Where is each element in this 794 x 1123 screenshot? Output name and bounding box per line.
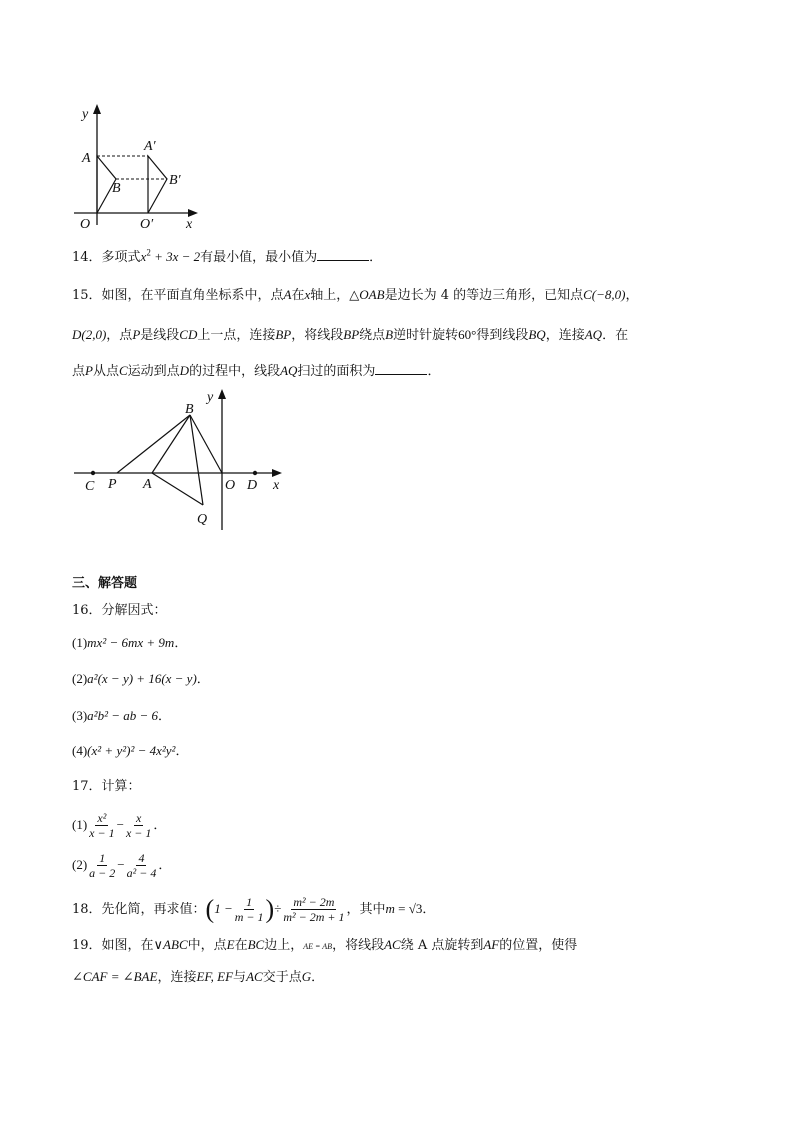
q15-text: ．: [427, 364, 441, 379]
q18-one-minus: 1 −: [214, 901, 233, 916]
q15-text: 的过程中，线段: [189, 364, 281, 379]
fig1-label-b: B: [112, 181, 121, 196]
q16-part-1: [72, 634, 187, 653]
q18-denominator-2: m² − 2m + 1: [283, 910, 345, 924]
fig1-label-y: y: [82, 107, 89, 122]
q16-p1-expr: mx² − 6mx + 9m: [87, 635, 175, 650]
q17-p2-fraction-1: [87, 851, 117, 880]
q15-text: 逆时针旋转: [393, 328, 459, 343]
q18-m: m: [385, 901, 395, 916]
q15-text: ，: [625, 288, 639, 303]
q19-segment-af: AF: [483, 937, 500, 952]
question-14: 14．多项式$x^2 + 3x - 2$有最小值，最小值为 ．: [72, 247, 383, 265]
q16-p2-expr: a²(x − y) + 16(x − y): [87, 671, 197, 686]
fig2-label-y: y: [207, 390, 214, 405]
q17-p1-numerator-2: x: [136, 811, 142, 825]
q16-p1-num: (1): [72, 635, 88, 650]
q18-sqrt3: √3: [408, 901, 423, 916]
fig1-label-a-prime: A′: [144, 139, 156, 154]
question-15-line-3: [72, 362, 440, 381]
fig2-label-q: Q: [197, 512, 208, 527]
q18-denominator-1: m − 1: [234, 910, 264, 924]
fig2-label-a: A: [143, 477, 152, 492]
q18-end: ．: [422, 902, 436, 917]
q17-end: ．: [153, 818, 167, 833]
q18-text: 18．先化简，再求值：: [72, 902, 206, 917]
q15-point-p: P: [85, 363, 93, 378]
q16-p2-num: (2): [72, 671, 88, 686]
q15-text: 扫过的面积为: [297, 364, 376, 379]
q15-text: 从点: [92, 364, 119, 379]
q17-p1-operator: −: [116, 817, 124, 832]
question-15-line-1: [72, 286, 639, 305]
q18-text: ，其中: [346, 902, 386, 917]
q15-x: x: [304, 287, 311, 302]
fig2-label-o: O: [225, 478, 236, 493]
q15-segment-bp: BP: [343, 327, 360, 342]
q15-text: ．在: [602, 328, 629, 343]
q16-end: ．: [175, 744, 189, 759]
q17-title: 17．计算：: [72, 779, 141, 794]
q14-expr-rest: + 3x − 2: [150, 249, 201, 264]
q15-text: ，点: [106, 328, 133, 343]
fig2-label-b: B: [185, 402, 194, 417]
q15-text: ，连接: [545, 328, 585, 343]
q19-segment-ac: AC: [246, 969, 263, 984]
fig1-label-b-prime: B′: [169, 173, 181, 188]
q17-part-1: [72, 808, 166, 843]
q15-segment-bp: BP: [275, 327, 292, 342]
q17-end: ．: [158, 858, 172, 873]
q19-text: ，将线段: [332, 938, 385, 953]
fig1-label-o-prime: O′: [140, 217, 154, 232]
q16-end: ．: [196, 672, 210, 687]
q17-p1-denominator-1: x − 1: [89, 826, 115, 840]
q19-text: 与: [233, 970, 247, 985]
q18-fraction-2: [281, 895, 346, 924]
q17-p1-num: (1): [72, 817, 88, 832]
q17-p1-fraction-2: [124, 811, 153, 840]
fig1-label-x: x: [186, 217, 193, 232]
q15-point-c: C: [118, 363, 128, 378]
q15-angle: 60°: [458, 327, 477, 342]
q17-p2-denominator-1: a − 2: [89, 866, 116, 880]
q18-fraction-1: [233, 895, 266, 924]
q18-left-paren: (: [205, 894, 215, 924]
q16-title: 16．分解因式：: [72, 603, 167, 618]
q15-text: 绕点: [359, 328, 386, 343]
q19-triangle: ∨ABC: [153, 937, 188, 952]
q15-text: 是线段: [140, 328, 180, 343]
q19-segment-ac: AC: [384, 937, 401, 952]
q18-divide: ÷: [274, 901, 282, 916]
fig2-label-c: C: [85, 479, 95, 494]
q16-part-3: [72, 707, 171, 726]
q15-triangle-oab: OAB: [359, 287, 385, 302]
q15-point-d-coord: D(2,0): [72, 327, 107, 342]
q15-text: 15．如图，在平面直角坐标系中，点: [72, 288, 284, 303]
q16-p3-num: (3): [72, 708, 88, 723]
q14-expr-x: x: [140, 249, 147, 264]
q14-text: 有最小值，最小值为: [200, 250, 318, 265]
q14-answer-blank[interactable]: [317, 248, 369, 261]
q16-end: ．: [158, 709, 172, 724]
q15-text: ，将线段: [291, 328, 344, 343]
question-15-line-2: [72, 326, 628, 345]
q18-numerator-1: 1: [246, 895, 253, 909]
fig1-label-a: A: [82, 151, 91, 166]
q17-p1-denominator-2: x − 1: [125, 826, 152, 840]
q17-p2-numerator-2: 4: [138, 851, 145, 865]
q19-text: 中，点: [187, 938, 227, 953]
q19-ae-eq-ab: AE = AB: [303, 942, 333, 951]
fig2-label-d: D: [247, 478, 258, 493]
q15-text: 上一点，连接: [197, 328, 276, 343]
q15-answer-blank[interactable]: [375, 362, 427, 375]
question-18: [72, 892, 435, 927]
question-19-line-2: [72, 968, 324, 987]
q15-segment-bq: BQ: [528, 327, 546, 342]
q16-part-2: [72, 670, 210, 689]
q16-p4-num: (4): [72, 743, 88, 758]
q16-p4-expr: (x² + y²)² − 4x²y²: [87, 743, 176, 758]
q15-point-p: P: [132, 327, 141, 342]
q18-numerator-2: m² − 2m: [293, 895, 335, 909]
q19-segments-ef: EF, EF: [196, 969, 234, 984]
q16-part-4: [72, 742, 188, 761]
q15-segment-aq: AQ: [584, 327, 603, 342]
q15-text: 在: [291, 288, 305, 303]
q19-text: 交于点: [262, 970, 302, 985]
q19-point-e: E: [226, 937, 235, 952]
q19-text: 绕 A 点旋转到: [400, 938, 484, 953]
q19-text: ，连接: [157, 970, 197, 985]
q15-text: 轴上，△: [310, 288, 360, 303]
q17-p1-numerator-1: x²: [97, 811, 107, 825]
q18-equals: =: [394, 901, 409, 916]
q17-p1-fraction-1: [87, 811, 116, 840]
q17-p2-operator: −: [117, 857, 125, 872]
q15-point-a: A: [283, 287, 292, 302]
q19-text: ．: [311, 970, 325, 985]
q19-text: 的位置，使得: [499, 938, 578, 953]
q17-p2-numerator-1: 1: [99, 851, 106, 865]
fig2-label-p: P: [108, 477, 117, 492]
q16-p3-expr: a²b² − ab − 6: [87, 708, 159, 723]
figure-translation-diagram: [70, 100, 210, 235]
q19-text: 边上，: [264, 938, 304, 953]
q15-point-b: B: [385, 327, 394, 342]
q15-segment-cd: CD: [179, 327, 198, 342]
fig1-label-o: O: [80, 217, 91, 232]
q17-part-2: [72, 848, 171, 883]
q15-point-d: D: [179, 363, 190, 378]
q15-text: 是边长为 4 的等边三角形，已知点: [384, 288, 584, 303]
q15-point-c-coord: C(−8,0): [583, 287, 626, 302]
q19-text: 19．如图，在: [72, 938, 154, 953]
q15-text: 运动到点: [127, 364, 180, 379]
q16-end: ．: [174, 636, 188, 651]
q14-number: 14．多项式: [72, 250, 141, 265]
question-19-line-1: [72, 936, 577, 956]
section-title: 三、解答题: [72, 576, 138, 591]
q19-angle-equation: ∠CAF = ∠BAE: [72, 969, 158, 984]
fig2-label-x: x: [273, 478, 280, 493]
q15-text: 得到线段: [476, 328, 529, 343]
q17-p2-num: (2): [72, 857, 88, 872]
q14-end: ．: [369, 250, 383, 265]
q15-text: 点: [72, 364, 86, 379]
figure-rotation-diagram: [70, 385, 290, 535]
q19-text: 在: [234, 938, 248, 953]
q19-segment-bc: BC: [247, 937, 265, 952]
q17-p2-fraction-2: [125, 851, 159, 880]
q15-segment-aq: AQ: [280, 363, 298, 378]
q18-right-paren: ): [265, 894, 275, 924]
q19-point-g: G: [301, 969, 312, 984]
q17-p2-denominator-2: a² − 4: [126, 866, 157, 880]
